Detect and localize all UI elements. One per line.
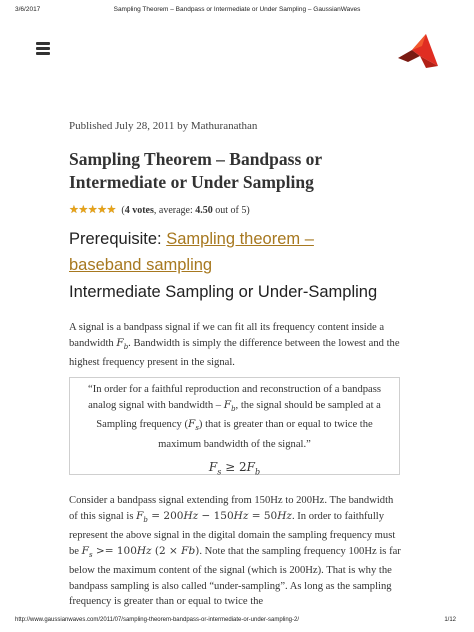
rating-average-label: , average: — [153, 205, 196, 216]
post-title: Sampling Theorem – Bandpass or Intermediate or Under Sampling — [69, 149, 322, 192]
prerequisite-heading — [69, 226, 389, 278]
star-icon[interactable]: ★ — [78, 204, 89, 216]
star-icon[interactable]: ★ — [69, 204, 79, 216]
paragraph-example: Consider a bandpass signal extending from 150Hz to 200Hz. The bandwidth of this signal is $F_b = 200Hz - 150Hz = 50Hz$. In order to faithfully represent the above signal in the digital domain the sampling frequency must be $F_s >= 100Hz$ (2 × Fb). Note that the sampling frequency 100Hz is far below the maximum content of the signal (which is 200Hz). That is why the bandpass sampling is also called “under-sampling”. As long as the sampling frequency is greater than or equal to twice the — [69, 495, 401, 608]
rating-votes: 4 votes — [124, 205, 154, 216]
print-header — [0, 0, 474, 14]
print-url: http://www.gaussianwaves.com/2011/07/sampling-theorem-bandpass-or-intermediate-or-under-sampling-2/ — [15, 617, 300, 623]
section-heading: Intermediate Sampling or Under-Sampling — [69, 283, 378, 301]
math-equation: $F_b = 200Hz - 150Hz = 50Hz$ — [136, 509, 292, 524]
matlab-logo-icon[interactable] — [396, 32, 440, 70]
prerequisite-link[interactable]: Sampling theorem – baseband sampling — [69, 230, 314, 274]
math-condition: $F_s >= 100Hz$ (2 × Fb) — [81, 544, 200, 559]
math-fb: $F_b$ — [223, 398, 236, 413]
print-date: 3/6/2017 — [15, 6, 41, 13]
print-footer — [0, 617, 474, 629]
rating: ★ ★ ★ ★ ★ (4 votes, average: 4.50 out of 5) — [69, 204, 250, 216]
print-page-number: 1/12 — [444, 617, 456, 623]
formula: $F_s \ge 2F_b$ — [208, 460, 261, 477]
rating-stars[interactable] — [69, 205, 116, 216]
rating-out-of: out of 5) — [212, 205, 250, 216]
prerequisite-label: Prerequisite: — [69, 230, 167, 248]
math-fs: $F_s$ — [188, 418, 199, 433]
paragraph-bandpass-definition: A signal is a bandpass signal if we can fit all its frequency content inside a bandwidth $F_b$. Bandwidth is simply the difference between the lowest and the highest frequency present in the signal. — [69, 322, 400, 369]
blockquote: “In order for a faithful reproduction and reconstruction of a bandpass analog signal with bandwidth – $F_b$, the signal should be sampled at a Sampling frequency $(F_s)$ that is greater than or equal to twice the maximum bandwidth of the signal.” $F_s \ge 2F_b$ — [69, 377, 400, 475]
rating-average: 4.50 — [195, 205, 213, 216]
math-fb: $F_b$ — [116, 336, 129, 351]
print-doc-title: Sampling Theorem – Bandpass or Intermediate or Under Sampling – GaussianWaves — [113, 6, 361, 13]
star-icon[interactable]: ★ — [106, 204, 117, 216]
post-meta: Published July 28, 2011 by Mathuranathan — [69, 120, 258, 132]
star-icon[interactable]: ★ — [87, 204, 98, 216]
menu-icon[interactable] — [36, 42, 50, 54]
star-icon[interactable]: ★ — [97, 204, 107, 216]
